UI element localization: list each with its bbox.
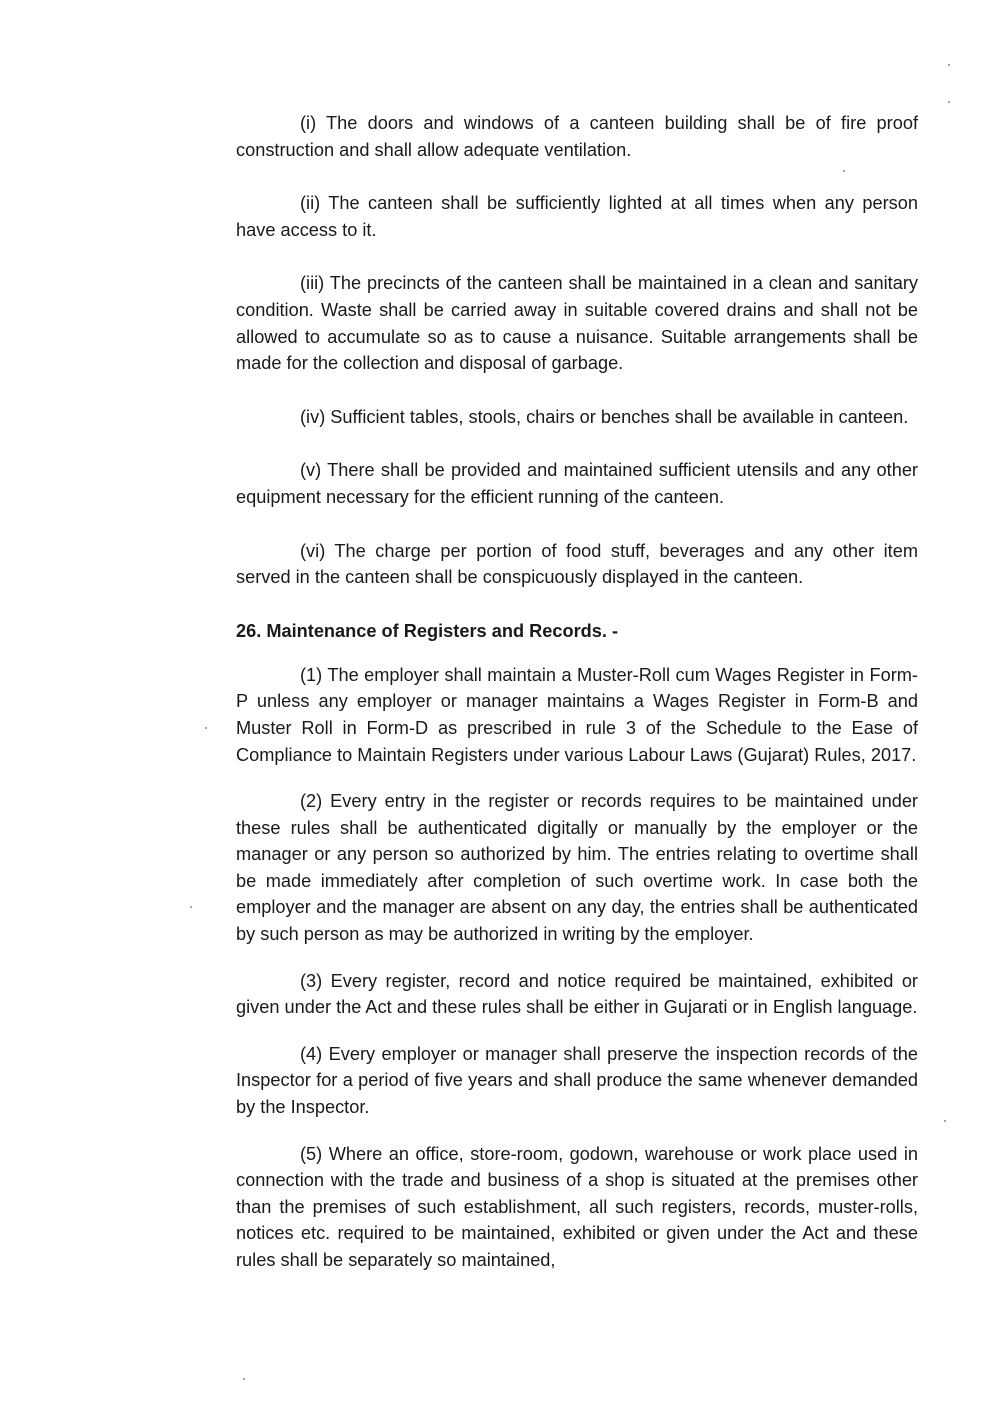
scan-speck xyxy=(944,1120,946,1122)
clause-ii: (ii) The canteen shall be sufficiently lighted at all times when any person have access to it. xyxy=(236,193,918,240)
scan-speck xyxy=(205,727,207,729)
scan-speck xyxy=(190,906,192,908)
clause-v: (v) There shall be provided and maintained sufficient utensils and any other equipment necessary for the efficient running of the canteen. xyxy=(236,460,918,507)
scan-speck xyxy=(948,101,950,103)
clause-i: (i) The doors and windows of a canteen building shall be of fire proof construction and shall allow adequate ventilation. xyxy=(236,113,918,160)
section-26-clause-2: (2) Every entry in the register or records requires to be maintained under these rules shall be authenticated digitally or manually by the employer or the manager or any person so authorized by him. The entries relating to overtime shall be made immediately after completion of such overtime work. In case both the employer and the manager are absent on any day, the entries shall be authenticated by such person as may be authorized in writing by the employer. xyxy=(236,791,918,945)
document-page xyxy=(236,110,918,1294)
section-26-clause-5: (5) Where an office, store-room, godown, warehouse or work place used in connection with the trade and business of a shop is situated at the premises other than the premises of such establishment, all such registers, records, muster-rolls, notices etc. required to be maintained, exhibited or given under the Act and these rules shall be separately so maintained, xyxy=(236,1143,918,1270)
scan-speck xyxy=(243,1378,245,1380)
clause-vi: (vi) The charge per portion of food stuff, beverages and any other item served in the canteen shall be conspicuously displayed in the canteen. xyxy=(236,540,918,588)
section-26-clause-3: (3) Every register, record and notice required be maintained, exhibited or given under the Act and these rules shall be either in Gujarati or in English language. xyxy=(236,970,918,1018)
section-26-clause-1: (1) The employer shall maintain a Muster-Roll cum Wages Register in Form-P unless any employer or manager maintains a Wages Register in Form-B and Muster Roll in Form-D as prescribed in rule 3 of the Schedule to the Ease of Compliance to Maintain Registers under various Labour Laws (Gujarat) Rules, 2017. xyxy=(236,664,918,765)
scan-speck xyxy=(948,64,950,66)
section-26-clause-4: (4) Every employer or manager shall preserve the inspection records of the Inspector for a period of five years and shall produce the same whenever demanded by the Inspector. xyxy=(236,1043,918,1118)
clause-iv: (iv) Sufficient tables, stools, chairs or benches shall be available in canteen. xyxy=(300,406,909,427)
clause-iii: (iii) The precincts of the canteen shall be maintained in a clean and sanitary condition. Waste shall be carried away in suitable covered drains and shall not be allowed to accumulate so as to cause a nuisance. Suitable arrangements shall be made for the collection and disposal of garbage. xyxy=(236,273,918,374)
section-26-heading: 26. Maintenance of Registers and Records. - xyxy=(236,620,619,641)
scan-speck xyxy=(843,170,845,172)
